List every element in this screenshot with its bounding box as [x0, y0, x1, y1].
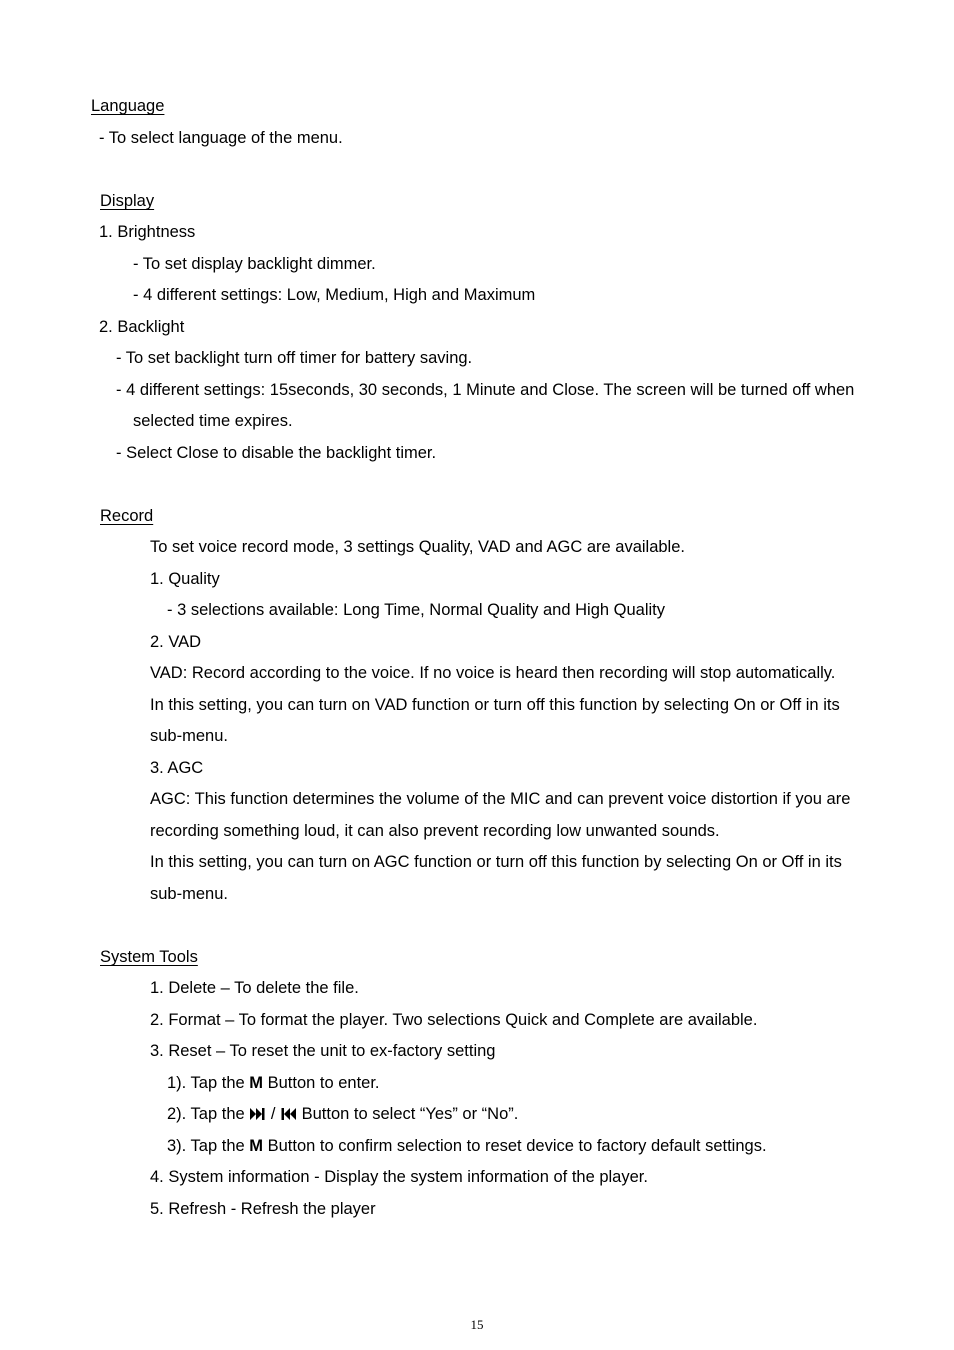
reset-step-3 — [167, 1136, 767, 1156]
reset-step-1 — [167, 1073, 380, 1093]
delete-item: 1. Delete – To delete the file. — [150, 979, 359, 997]
reset-step-3-suffix: Button to confirm selection to reset device to factory default settings. — [263, 1137, 767, 1155]
reset-step-2-suffix: Button to select “Yes” or “No”. — [297, 1105, 519, 1123]
reset-step-1-suffix: Button to enter. — [263, 1074, 380, 1092]
vad-description: VAD: Record according to the voice. If no voice is heard then recording will stop automatically. — [150, 664, 836, 682]
vad-setting-note-continued: sub-menu. — [150, 727, 228, 745]
previous-track-icon — [280, 1106, 297, 1126]
backlight-close-note: - Select Close to disable the backlight timer. — [116, 444, 437, 462]
language-description: - To select language of the menu. — [99, 129, 343, 147]
vad-title: 2. VAD — [150, 633, 202, 651]
brightness-description: - To set display backlight dimmer. — [133, 255, 376, 273]
reset-step-1-prefix: 1). Tap the — [167, 1074, 250, 1092]
m-button-key: M — [249, 1074, 264, 1092]
m-button-key: M — [249, 1137, 264, 1155]
language-heading: Language — [91, 97, 165, 115]
agc-description: AGC: This function determines the volume of the MIC and can prevent voice distortion if you are — [150, 790, 851, 808]
agc-description-continued: recording something loud, it can also prevent recording low unwanted sounds. — [150, 822, 720, 840]
agc-title: 3. AGC — [150, 759, 204, 777]
backlight-description: - To set backlight turn off timer for battery saving. — [116, 349, 473, 367]
reset-step-2 — [167, 1104, 518, 1126]
agc-setting-note: In this setting, you can turn on AGC function or turn off this function by selecting On or Off in its — [150, 853, 842, 871]
quality-title: 1. Quality — [150, 570, 220, 588]
brightness-settings: - 4 different settings: Low, Medium, High and Maximum — [133, 286, 536, 304]
quality-description: - 3 selections available: Long Time, Normal Quality and High Quality — [167, 601, 665, 619]
backlight-settings: - 4 different settings: 15seconds, 30 seconds, 1 Minute and Close. The screen will be turned off when — [116, 381, 855, 399]
agc-setting-note-continued: sub-menu. — [150, 885, 228, 903]
record-heading: Record — [100, 507, 154, 525]
refresh-item: 5. Refresh - Refresh the player — [150, 1200, 376, 1218]
reset-step-2-prefix: 2). Tap the — [167, 1105, 250, 1123]
vad-setting-note: In this setting, you can turn on VAD function or turn off this function by selecting On or Off in its — [150, 696, 840, 714]
page-number: 15 — [470, 1317, 484, 1332]
system-information-item: 4. System information - Display the system information of the player. — [150, 1168, 648, 1186]
next-track-icon — [249, 1106, 266, 1126]
reset-step-2-separator: / — [266, 1105, 281, 1123]
system-tools-heading: System Tools — [100, 948, 198, 966]
display-heading: Display — [100, 192, 155, 210]
backlight-title: 2. Backlight — [99, 318, 185, 336]
reset-step-3-prefix: 3). Tap the — [167, 1137, 250, 1155]
record-intro: To set voice record mode, 3 settings Quality, VAD and AGC are available. — [150, 538, 685, 556]
brightness-title: 1. Brightness — [99, 223, 196, 241]
format-item: 2. Format – To format the player. Two selections Quick and Complete are available. — [150, 1011, 758, 1029]
reset-item: 3. Reset – To reset the unit to ex-factory setting — [150, 1042, 496, 1060]
backlight-settings-continued: selected time expires. — [133, 412, 293, 430]
